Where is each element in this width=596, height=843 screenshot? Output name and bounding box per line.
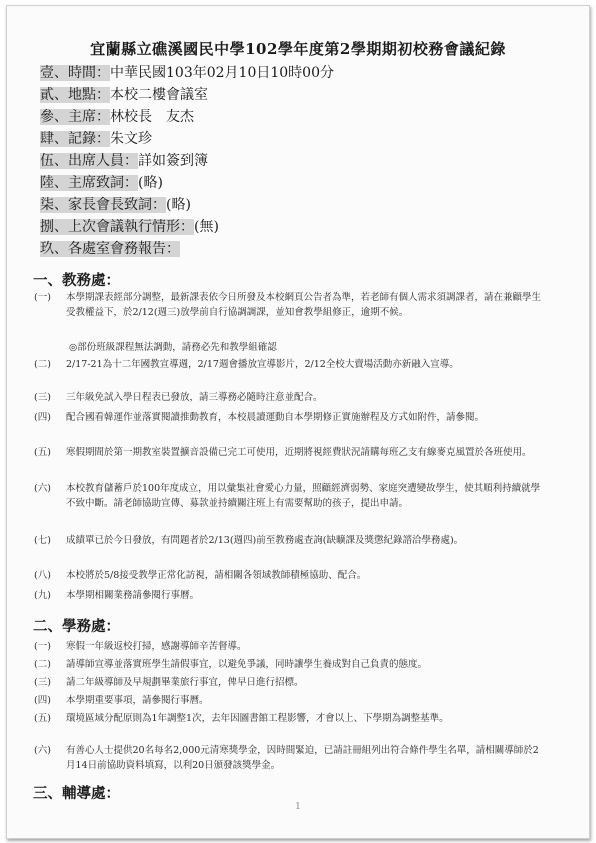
item-text: 本學期重要事項，請參閱行事曆。 bbox=[66, 695, 209, 706]
item-number: (九) bbox=[34, 590, 51, 601]
header-attendees bbox=[40, 152, 208, 170]
item-number: (一) bbox=[34, 641, 51, 652]
item-text: 寒假期間於第一期教室裝置擴音設備已完工可使用，近期將視經費狀況請購每班乙支有線麥克風置於各班使用。 bbox=[66, 447, 532, 458]
header-location bbox=[40, 86, 208, 104]
section-academic-affairs: 一、教務處： bbox=[33, 272, 120, 289]
item-number: (六) bbox=[34, 483, 51, 494]
item-number: (四) bbox=[34, 695, 51, 706]
item-text: 請二年級導師及早規劃畢業旅行事宜，俾早日進行招標。 bbox=[66, 677, 304, 688]
header-value: 詳如簽到簿 bbox=[138, 153, 208, 169]
section-student-affairs: 二、學務處： bbox=[33, 618, 120, 635]
item-text: 本學期相關業務請參閱行事曆。 bbox=[66, 590, 200, 601]
item-number: (三) bbox=[34, 677, 51, 688]
item-number: (五) bbox=[34, 447, 51, 458]
item-text: 三年級免試入學日程表已發放，請三導務必隨時注意並配合。 bbox=[66, 392, 323, 403]
item-text: 本學期課表經部分調整，最新課表依今日所發及本校網頁公告者為準，若老師有個人需求須調課者，請在兼顧學生受教權益下，於2/12(週三)放學前自行協調調課，並知會教學組修正，逾期不候。 bbox=[66, 292, 542, 318]
item-text: 有善心人士提供20名每名2,000元清寒獎學金，因時間緊迫，已請註冊組列出符合條件學生名單，請相關導師於2月14日前協助資料填寫，以利20日頒發該獎學金。 bbox=[66, 745, 539, 771]
document-title: 宜蘭縣立礁溪國民中學102學年度第2學期期初校務會議紀錄 bbox=[90, 40, 506, 58]
header-chair bbox=[40, 108, 194, 126]
header-key: 肆、記錄： bbox=[40, 131, 110, 147]
header-key: 貳、地點： bbox=[40, 87, 110, 103]
header-time bbox=[40, 64, 334, 82]
item-number: (六) bbox=[34, 745, 51, 756]
header-value: (無) bbox=[194, 219, 219, 235]
header-key: 柒、家長會長致詞： bbox=[40, 197, 166, 213]
item-number: (七) bbox=[34, 535, 51, 546]
header-key: 參、主席： bbox=[40, 109, 110, 125]
header-key: 壹、時間： bbox=[40, 65, 110, 81]
item-text: 本校將於5/8接受教學正常化訪視，請相關各領域教師積極協助、配合。 bbox=[66, 570, 367, 581]
header-key: 陸、主席致詞： bbox=[40, 175, 138, 191]
item-number: (三) bbox=[34, 392, 51, 403]
item-number: (二) bbox=[34, 659, 51, 670]
header-reports bbox=[40, 240, 180, 258]
item-text: 2/17-21為十二年國教宣導週，2/17週會播放宣導影片，2/12全校大賣場活動亦新融入宣導。 bbox=[66, 359, 459, 370]
header-parent-speech bbox=[40, 196, 191, 214]
header-value: 朱文珍 bbox=[110, 131, 152, 147]
header-chair-speech bbox=[40, 174, 163, 192]
header-key: 捌、上次會議執行情形： bbox=[40, 219, 194, 235]
header-previous-meeting bbox=[40, 218, 219, 236]
document-page bbox=[6, 5, 590, 839]
header-value: (略) bbox=[138, 175, 163, 191]
item-text: 成績單已於今日發放，有問題者於2/13(週四)前至教務處查詢(缺曠課及獎懲紀錄諮洽學務處)。 bbox=[66, 535, 464, 546]
item-number: (四) bbox=[34, 412, 51, 423]
page-number: 1 bbox=[295, 802, 301, 812]
item-text: 寒假一年級返校打掃，感謝導師辛苦督導。 bbox=[66, 641, 247, 652]
academic-note: ◎部份班級課程無法調動，請務必先和教學組確認 bbox=[69, 342, 277, 353]
header-recorder bbox=[40, 130, 152, 148]
header-value: 本校二樓會議室 bbox=[110, 87, 208, 103]
item-number: (八) bbox=[34, 570, 51, 581]
header-value: (略) bbox=[166, 197, 191, 213]
item-text: 本校教育儲蓄戶於100年度成立，用以彙集社會愛心力量，照顧經濟弱勢、家庭突遭變故學生，使其順利持續就學不致中斷。請老師協助宣傳、募款並持續關注班上有需要幫助的孩子，提出申請。 bbox=[66, 483, 541, 509]
item-text: 環境區域分配原則為1年調整1次，去年因圖書館工程影響，才會以上、下學期為調整基準。 bbox=[66, 713, 449, 724]
item-number: (二) bbox=[34, 359, 51, 370]
item-text: 配合國看韓運作並落實閱讀推動教育，本校晨讀運動自本學期修正實施辦程及方式如附件，請參閱。 bbox=[66, 412, 485, 423]
header-value: 林校長 友杰 bbox=[110, 109, 194, 125]
section-counseling: 三、輔導處： bbox=[33, 785, 120, 802]
item-number: (五) bbox=[34, 713, 51, 724]
header-key: 伍、出席人員： bbox=[40, 153, 138, 169]
header-key: 玖、各處室會務報告： bbox=[40, 241, 180, 257]
item-number: (一) bbox=[34, 292, 51, 303]
header-value: 中華民國103年02月10日10時00分 bbox=[110, 65, 334, 81]
item-text: 請導師宣導並落實班學生請假事宜，以避免爭議，同時讓學生養成對自己負責的態度。 bbox=[66, 659, 428, 670]
